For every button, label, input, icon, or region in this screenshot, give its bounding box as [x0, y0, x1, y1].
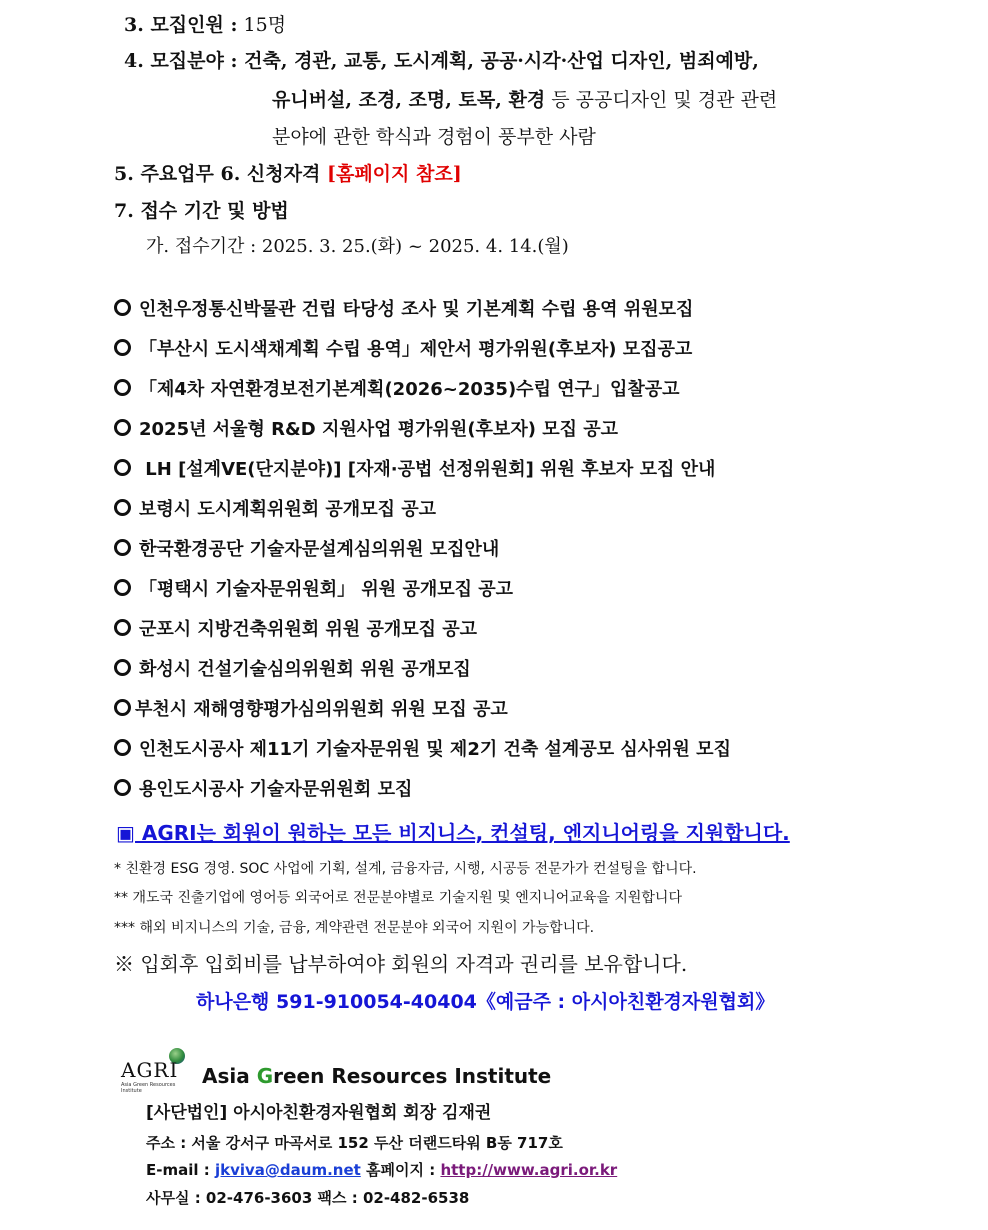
bullet-circle-icon — [114, 779, 131, 796]
notice-item[interactable] — [114, 775, 412, 801]
notice-item[interactable] — [114, 295, 693, 321]
email-link[interactable]: jkviva@daum.net — [214, 1161, 361, 1179]
institute-name-pre: Asia — [202, 1064, 257, 1088]
notice-text: 한국환경공단 기술자문설계심의위원 모집안내 — [139, 539, 500, 560]
recruit-field-line2 — [272, 85, 777, 112]
institute-name-g: G — [256, 1064, 274, 1088]
notice-item[interactable] — [114, 415, 618, 441]
notice-item[interactable] — [114, 495, 436, 521]
notice-text: 2025년 서울형 R&D 지원사업 평가위원(후보자) 모집 공고 — [139, 419, 619, 440]
membership-notice: ※ 입회후 입회비를 납부하여야 회원의 자격과 권리를 보유합니다. — [114, 952, 688, 976]
bullet-circle-icon — [114, 499, 131, 516]
bullet-circle-icon — [114, 659, 131, 676]
recruit-field-label: 4. 모집분야 : — [124, 50, 238, 72]
bullet-circle-icon — [114, 539, 131, 556]
notice-item[interactable] — [114, 655, 471, 681]
agri-logo — [121, 1048, 187, 1092]
logo-text: AGRI — [121, 1058, 179, 1082]
agri-note-2: ** 개도국 진출기업에 영어등 외국어로 전문분야별로 기술지원 및 엔지니어교육을 지원합니다 — [114, 890, 682, 906]
contact-line — [146, 1159, 617, 1180]
notice-text: LH [설계VE(단지분야)] [자재·공법 선정위원회] 위원 후보자 모집 안내 — [139, 459, 716, 480]
email-label: E-mail : — [146, 1161, 210, 1179]
bullet-circle-icon — [114, 459, 131, 476]
recruit-period-detail: 가. 접수기간 : 2025. 3. 25.(화) ~ 2025. 4. 14.(월) — [146, 236, 569, 257]
logo-subtext: Asia Green Resources Institute — [121, 1082, 176, 1094]
address: 주소 : 서울 강서구 마곡서로 152 두산 더랜드타워 B동 717호 — [146, 1134, 563, 1152]
homepage-link[interactable]: http://www.agri.or.kr — [440, 1161, 618, 1179]
recruit-field — [124, 46, 759, 73]
recruit-count-label: 3. 모집인원 : — [124, 14, 238, 36]
bullet-circle-icon — [114, 419, 131, 436]
recruit-duty — [114, 159, 462, 186]
notice-text: 용인도시공사 기술자문위원회 모집 — [139, 779, 413, 800]
recruit-field-line3: 분야에 관한 학식과 경험이 풍부한 사람 — [272, 126, 596, 148]
bullet-circle-icon — [114, 619, 131, 636]
recruit-period-label: 7. 접수 기간 및 방법 — [114, 200, 289, 222]
bank-account: 하나은행 591-910054-40404《예금주 : 아시아친환경자원협회》 — [196, 991, 775, 1013]
notice-item[interactable] — [114, 455, 715, 481]
recruit-field-line2-rest: 등 공공디자인 및 경관 관련 — [545, 89, 778, 111]
notice-text: 「평택시 기술자문위원회」 위원 공개모집 공고 — [139, 579, 514, 600]
homepage-label: 홈페이지 : — [366, 1161, 436, 1179]
bullet-circle-icon — [114, 699, 131, 716]
bullet-circle-icon — [114, 299, 131, 316]
recruit-count — [124, 10, 286, 37]
notice-text: 인천도시공사 제11기 기술자문위원 및 제2기 건축 설계공모 심사위원 모집 — [139, 739, 731, 760]
bullet-circle-icon — [114, 579, 131, 596]
bullet-circle-icon — [114, 339, 131, 356]
recruit-duty-label: 5. 주요업무 6. 신청자격 — [114, 163, 321, 185]
recruit-duty-ref: [홈페이지 참조] — [326, 163, 462, 185]
recruit-field-line2-bold: 유니버설, 조경, 조명, 토목, 환경 — [272, 89, 546, 111]
bullet-circle-icon — [114, 379, 131, 396]
recruit-count-value: 15명 — [243, 14, 287, 36]
institute-name-post: reen Resources Institute — [273, 1064, 552, 1088]
phone-fax: 사무실 : 02-476-3603 팩스 : 02-482-6538 — [146, 1189, 470, 1207]
institute-name — [202, 1064, 551, 1088]
notice-text: 군포시 지방건축위원회 위원 공개모집 공고 — [139, 619, 478, 640]
notice-item[interactable] — [114, 615, 477, 641]
notice-item[interactable] — [114, 735, 731, 761]
notice-text: 「제4차 자연환경보전기본계획(2026~2035)수립 연구」입찰공고 — [139, 379, 680, 400]
org-name: [사단법인] 아시아친환경자원협회 회장 김재권 — [146, 1103, 492, 1123]
agri-headline: ▣ AGRI는 회원이 원하는 모든 비지니스, 컨설팅, 엔지니어링을 지원합니다. — [116, 821, 790, 845]
recruit-field-line1: 건축, 경관, 교통, 도시계획, 공공·시각·산업 디자인, 범죄예방, — [244, 50, 759, 72]
bullet-circle-icon — [114, 739, 131, 756]
agri-note-1: * 친환경 ESG 경영. SOC 사업에 기획, 설계, 금융자금, 시행, 시공등 전문가가 컨설팅을 합니다. — [114, 861, 697, 877]
notice-text: 부천시 재해영향평가심의위원회 위원 모집 공고 — [135, 699, 508, 720]
notice-item[interactable] — [114, 535, 499, 561]
agri-note-3: *** 해외 비지니스의 기술, 금융, 계약관련 전문분야 외국어 지원이 가능합니다. — [114, 920, 595, 936]
notice-item[interactable] — [114, 695, 508, 721]
notice-item[interactable] — [114, 575, 513, 601]
notice-text: 「부산시 도시색채계획 수립 용역」제안서 평가위원(후보자) 모집공고 — [139, 339, 693, 360]
notice-text: 보령시 도시계획위원회 공개모집 공고 — [139, 499, 437, 520]
notice-item[interactable] — [114, 335, 692, 361]
notice-item[interactable] — [114, 375, 680, 401]
notice-text: 인천우정통신박물관 건립 타당성 조사 및 기본계획 수립 용역 위원모집 — [139, 299, 694, 320]
notice-text: 화성시 건설기술심의위원회 위원 공개모집 — [139, 659, 471, 680]
